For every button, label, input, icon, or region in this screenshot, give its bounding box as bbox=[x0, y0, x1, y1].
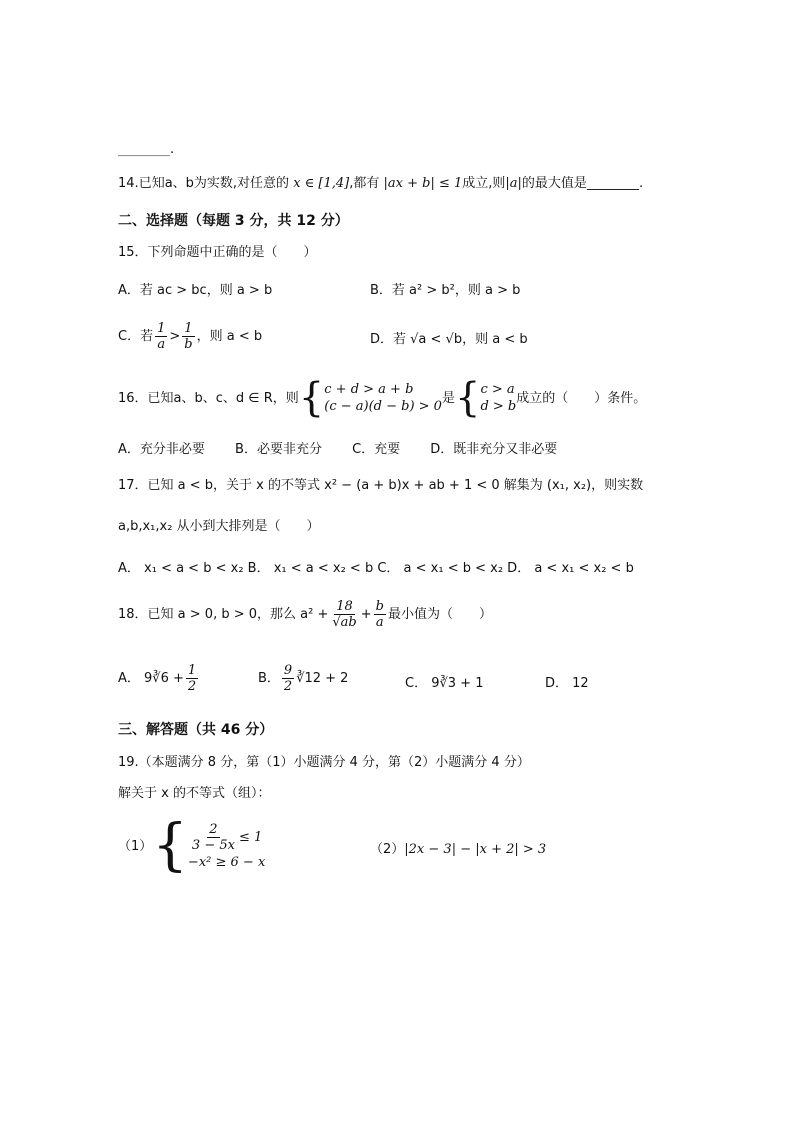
q19-p2-inequality: |2x − 3| − |x + 2| > 3 bbox=[404, 842, 547, 857]
q18-f1-denominator: √ab bbox=[332, 615, 357, 630]
q14-text-c: 成立,则 bbox=[462, 176, 506, 191]
section-3-heading: 三、解答题（共 46 分） bbox=[118, 722, 274, 738]
q15-c-fraction-2 bbox=[182, 322, 194, 351]
q15-option-a: A．若 ac > bc，则 a > b bbox=[118, 283, 273, 298]
q18-a-fraction bbox=[186, 664, 198, 693]
q16-options: A．充分非必要 B．必要非充分 C．充要 D．既非充分又非必要 bbox=[118, 442, 558, 457]
q13-answer-blank: ________. bbox=[118, 142, 175, 157]
q17-line-1: 17．已知 a < b，关于 x 的不等式 x² − (a + b)x + ab + 1 < 0 解集为 (x₁, x₂)，则实数 bbox=[118, 478, 644, 493]
q18-b-denominator: 2 bbox=[283, 679, 293, 694]
q16-prefix: 16．已知a、b、c、d ∈ R，则 bbox=[118, 390, 299, 406]
q16-system-2 bbox=[454, 375, 517, 421]
q19-p2-label: （2） bbox=[370, 842, 405, 857]
q16-mid: 是 bbox=[441, 390, 455, 406]
q18-b-suffix: ∛12 + 2 bbox=[296, 671, 349, 686]
question-18 bbox=[118, 600, 492, 629]
q18-b-numerator: 9 bbox=[283, 663, 293, 678]
q19-intro: 解关于 x 的不等式（组）： bbox=[118, 786, 271, 801]
q15-c-suffix: ，则 a < b bbox=[196, 329, 263, 344]
q14-abs-a: |a| bbox=[505, 176, 522, 191]
q19-p1-numerator: 2 bbox=[209, 822, 218, 837]
left-brace-icon: { bbox=[454, 375, 481, 421]
q18-b-prefix: B． bbox=[258, 671, 280, 686]
q19-p1-denominator: 3 − 5x bbox=[191, 838, 235, 853]
q16-sys1-row1: c + d > a + b bbox=[324, 382, 414, 397]
q19-p1-label: （1） bbox=[118, 838, 153, 854]
q14-text-d: 的最大值是 bbox=[521, 176, 587, 191]
question-14 bbox=[118, 177, 643, 190]
q18-a-prefix: A． 9∛6 + bbox=[118, 671, 184, 686]
q19-p1-fraction bbox=[190, 823, 237, 852]
q18-option-c: C． 9∛3 + 1 bbox=[405, 676, 484, 691]
q14-number: 14. bbox=[118, 176, 139, 191]
q19-part-1 bbox=[118, 813, 266, 878]
left-brace-icon: { bbox=[298, 375, 325, 421]
q19-p1-row1-rhs: ≤ 1 bbox=[238, 830, 263, 845]
q16-system-1 bbox=[298, 375, 442, 421]
q15-c-gt: > bbox=[169, 329, 181, 344]
q15-c-f1-numerator: 1 bbox=[157, 321, 166, 336]
q14-text-a: 已知a、b为实数,对任意的 bbox=[138, 176, 290, 191]
q14-text-b: ,都有 bbox=[349, 176, 380, 191]
section-2-heading: 二、选择题（每题 3 分，共 12 分） bbox=[118, 213, 349, 229]
q18-a-denominator: 2 bbox=[187, 679, 197, 694]
q15-c-f2-numerator: 1 bbox=[184, 321, 193, 336]
q14-inequality: |ax + b| ≤ 1 bbox=[383, 176, 463, 191]
q15-option-c bbox=[118, 322, 262, 351]
q19-stem: 19.（本题满分 8 分，第（1）小题满分 4 分，第（2）小题满分 4 分） bbox=[118, 755, 530, 770]
q15-c-fraction-1 bbox=[155, 322, 167, 351]
q15-option-b: B．若 a² > b²，则 a > b bbox=[370, 283, 521, 298]
left-brace-icon: { bbox=[152, 813, 188, 878]
q19-p1-system bbox=[152, 813, 266, 878]
q16-sys2-row1: c > a bbox=[480, 382, 515, 397]
q18-option-a bbox=[118, 664, 200, 693]
q14-condition: x ∈ [1,4] bbox=[293, 176, 350, 191]
q16-sys1-row2: (c − a)(d − b) > 0 bbox=[324, 399, 442, 414]
q14-end: . bbox=[638, 176, 644, 191]
q18-prefix: 18．已知 a > 0, b > 0，那么 a² + bbox=[118, 607, 329, 622]
question-16 bbox=[118, 375, 647, 421]
q18-b-fraction bbox=[282, 664, 294, 693]
q17-line-2: a,b,x₁,x₂ 从小到大排列是（ ） bbox=[118, 519, 320, 534]
q15-c-f2-denominator: b bbox=[184, 337, 193, 352]
q18-f1-numerator: 18 bbox=[336, 599, 353, 614]
q17-options: A． x₁ < a < b < x₂ B． x₁ < a < x₂ < b C． a < x₁ < b < x₂ D． a < x₁ < x₂ < b bbox=[118, 561, 634, 576]
q18-plus: + bbox=[360, 607, 372, 622]
q18-fraction-1 bbox=[330, 600, 358, 629]
q16-suffix: 成立的（ ）条件。 bbox=[516, 390, 647, 406]
q18-option-d: D． 12 bbox=[545, 676, 589, 691]
q18-fraction-2 bbox=[374, 600, 386, 629]
q18-option-b bbox=[258, 664, 348, 693]
q18-f2-numerator: b bbox=[375, 599, 384, 614]
q15-c-prefix: C．若 bbox=[118, 329, 154, 344]
q18-f2-denominator: a bbox=[375, 615, 384, 630]
q15-stem: 15．下列命题中正确的是（ ） bbox=[118, 245, 317, 260]
q18-suffix: 最小值为（ ） bbox=[387, 607, 492, 622]
q18-a-numerator: 1 bbox=[187, 663, 197, 678]
q15-option-d: D．若 √a < √b，则 a < b bbox=[370, 332, 528, 347]
q19-p1-row2: −x² ≥ 6 − x bbox=[187, 855, 266, 870]
q16-sys2-row2: d > b bbox=[480, 399, 517, 414]
q15-c-f1-denominator: a bbox=[157, 337, 166, 352]
q14-blank: ________ bbox=[586, 176, 639, 191]
q19-part-2 bbox=[370, 843, 546, 856]
